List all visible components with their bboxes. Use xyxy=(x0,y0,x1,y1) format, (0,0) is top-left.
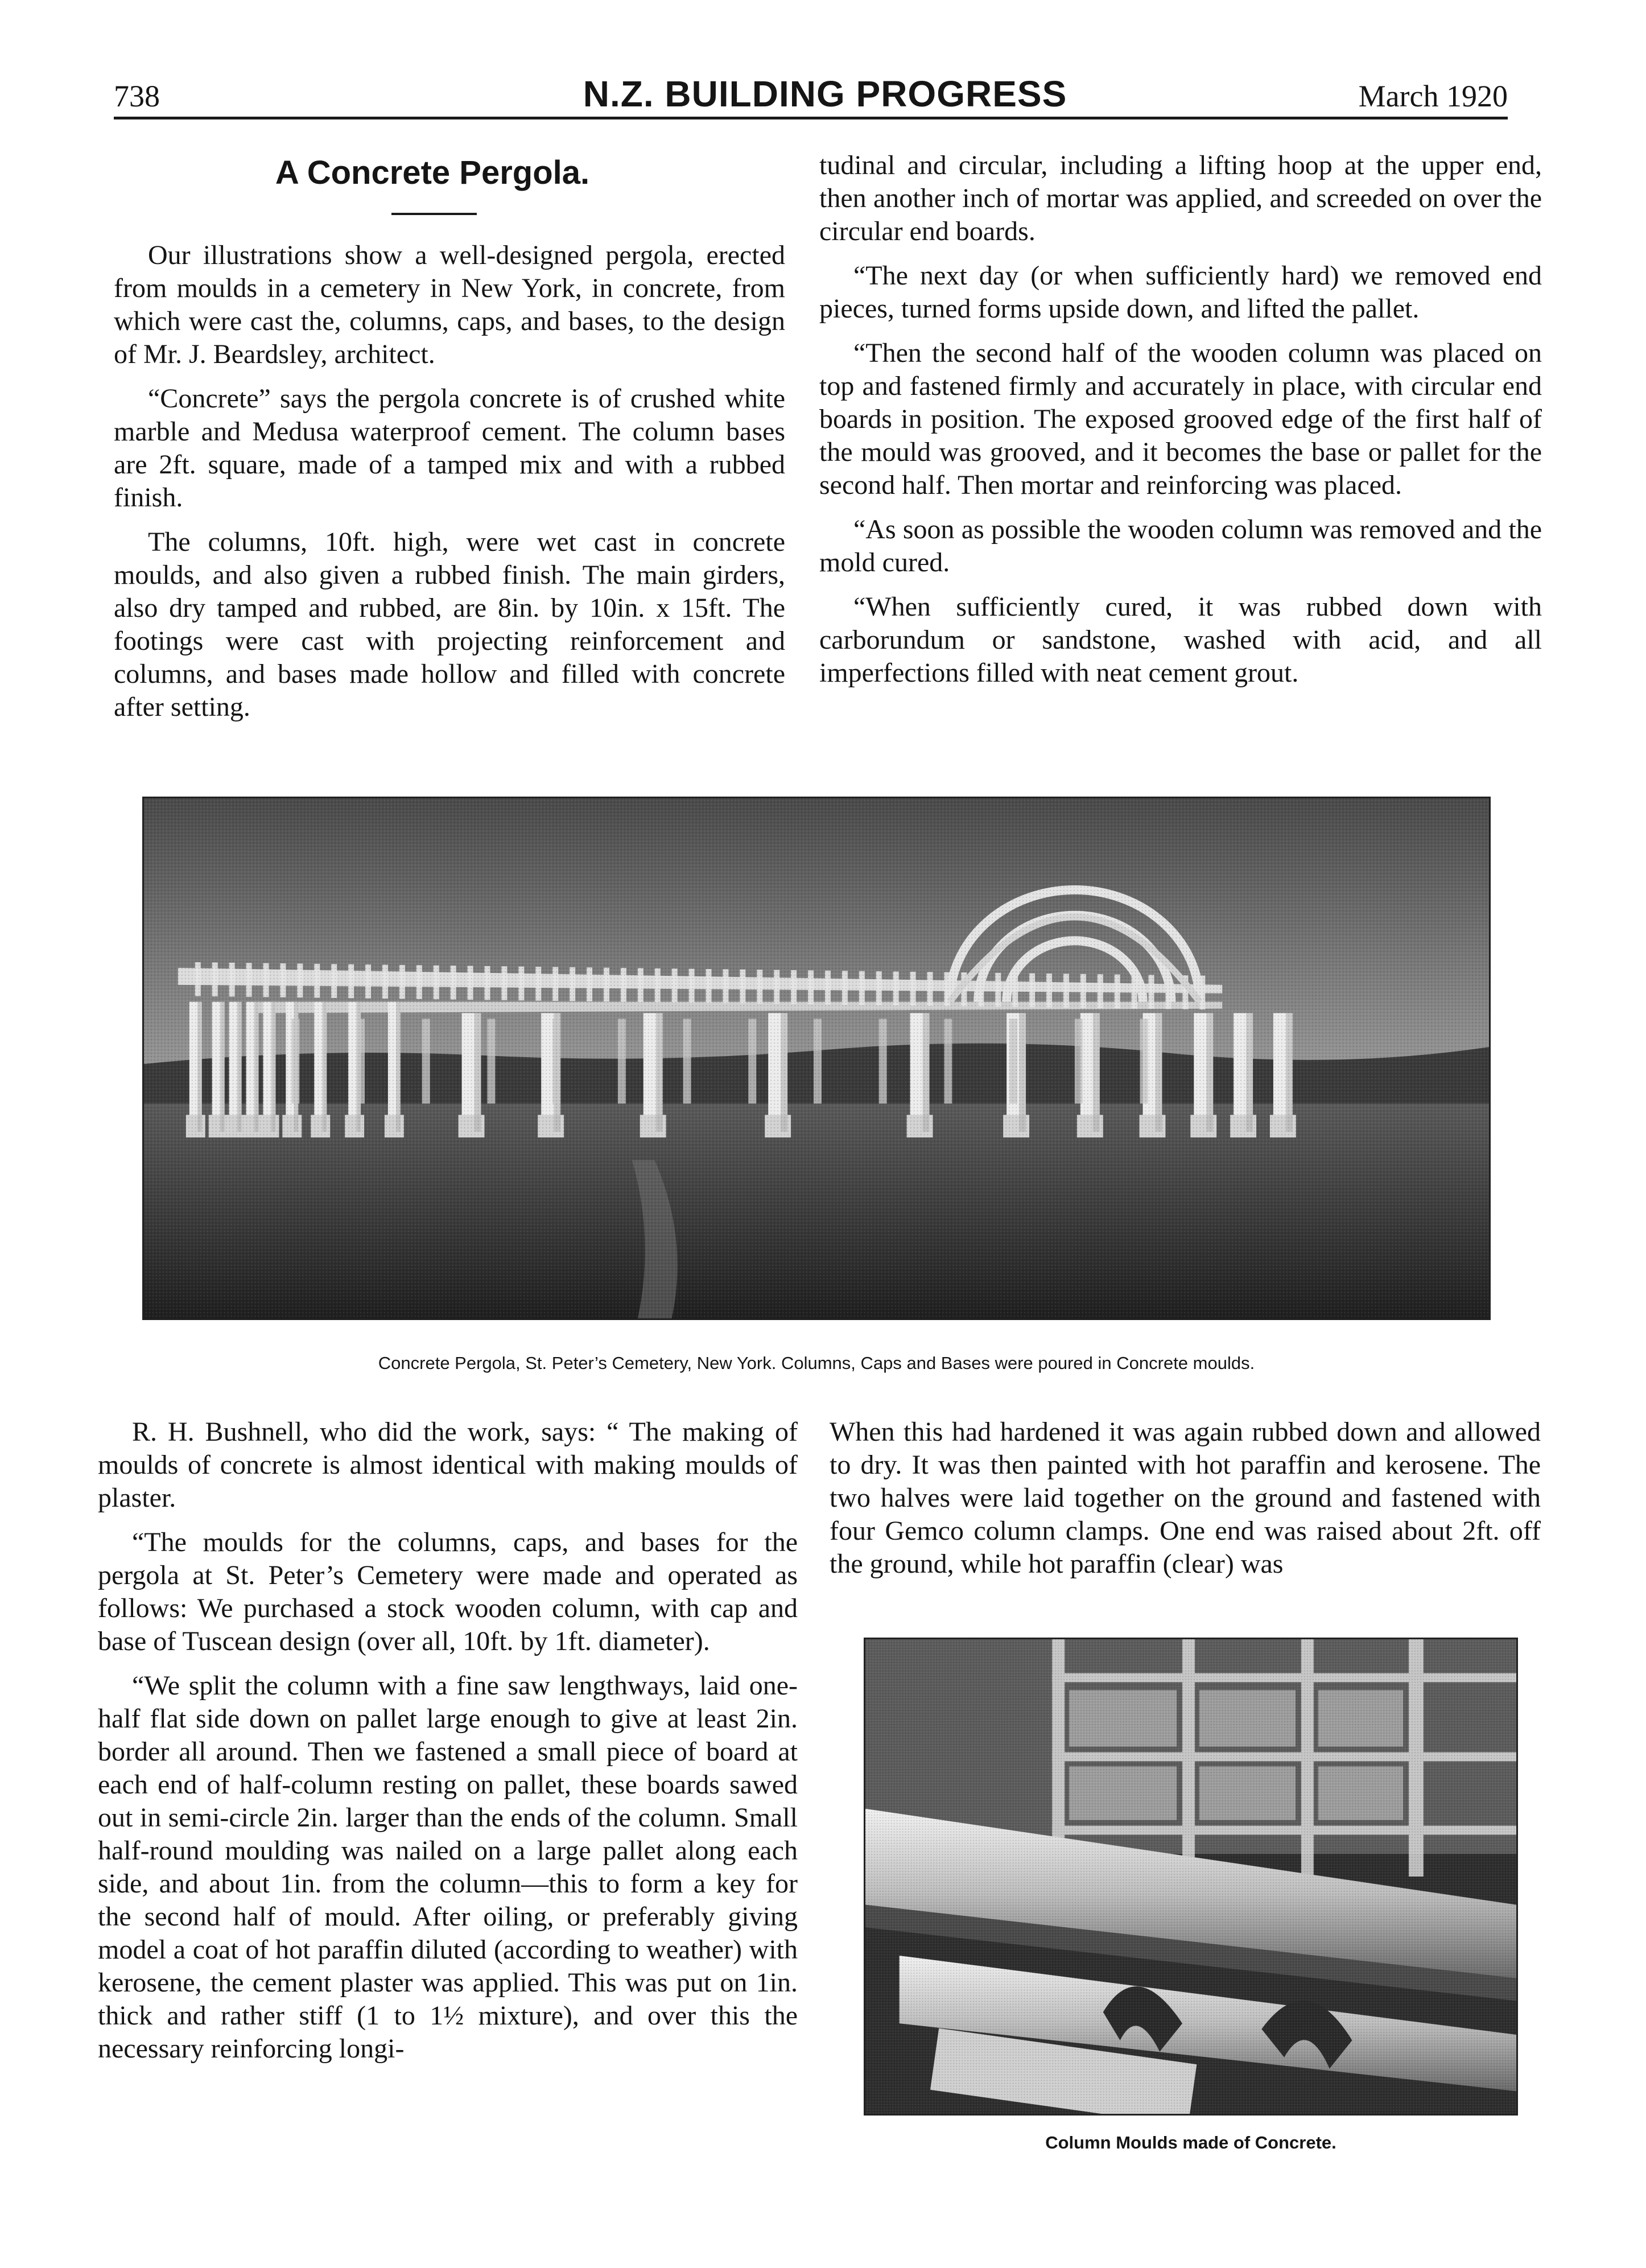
paragraph: “Then the second half of the wooden column was placed on top and fastened firmly and accurately in place, with circular end boards in position. The exposed grooved edge of the first half of the mould was grooved, and it becomes the base or pallet for the second half. Then mortar and reinforcing was placed. xyxy=(819,338,1542,500)
bottom-right-column xyxy=(830,1416,1541,1581)
paragraph: R. H. Bushnell, who did the work, says: “ The making of moulds of concrete is almost identical with making moulds of plaster. xyxy=(98,1417,798,1513)
article-title: A Concrete Pergola. xyxy=(275,154,590,191)
paragraph: “The moulds for the columns, caps, and bases for the pergola at St. Peter’s Cemetery were made and operated as follows: We purchased a stock wooden column, with cap and base of Tuscean design (over all, 10ft. by 1ft. diameter). xyxy=(98,1527,798,1656)
paragraph: tudinal and circular, including a lifting hoop at the upper end, then another inch of mortar was applied, and screeded on over the circular end boards. xyxy=(819,150,1542,246)
top-right-column xyxy=(819,149,1542,690)
pergola-illustration xyxy=(144,798,1489,1318)
moulds-caption: Column Moulds made of Concrete. xyxy=(1045,2133,1336,2152)
moulds-illustration xyxy=(865,1639,1516,2114)
paragraph: “Concrete” says the pergola concrete is of crushed white marble and Medusa waterproof cement. The column bases are 2ft. square, made of a tamped mix and with a rubbed finish. xyxy=(114,384,785,513)
paragraph: “We split the column with a fine saw lengthways, laid one-half flat side down on pallet large enough to give at least 2in. border all around. Then we fastened a small piece of board at each end of half-column resting on pallet, these boards sawed out in semi-circle 2in. larger than the ends of the column. Small half-round moulding was nailed on a large pallet along each side, and about 1in. from the column—this to form a key for the second half of mould. After oiling, or preferably giving model a coat of hot paraffin diluted (according to weather) with kerosene, the cement plaster was applied. This was put on 1in. thick and rather stiff (1 to 1½ mixture), and over this the necessary reinforcing longi- xyxy=(98,1671,798,2064)
bottom-left-column xyxy=(98,1416,798,2065)
paragraph: “As soon as possible the wooden column was removed and the mold cured. xyxy=(819,514,1542,578)
pergola-caption: Concrete Pergola, St. Peter’s Cemetery, New York. Columns, Caps and Bases were poured in Concrete moulds. xyxy=(378,1353,1255,1373)
title-rule xyxy=(391,213,477,215)
paragraph: When this had hardened it was again rubbed down and allowed to dry. It was then painted with hot paraffin and kerosene. The two halves were laid together on the ground and fastened with four Gemco column clamps. One end was raised about 2ft. off the ground, while hot paraffin (clear) was xyxy=(830,1417,1541,1579)
top-left-column xyxy=(114,239,785,724)
paragraph: “The next day (or when sufficiently hard) we removed end pieces, turned forms upside down, and lifted the pallet. xyxy=(819,261,1542,324)
issue-date: March 1920 xyxy=(1358,79,1508,113)
page-number: 738 xyxy=(114,79,160,113)
paragraph: Our illustrations show a well-designed pergola, erected from moulds in a cemetery in New York, in concrete, from which were cast the, columns, caps, and bases, to the design of Mr. J. Beardsley, architect. xyxy=(114,240,785,369)
paragraph: The columns, 10ft. high, were wet cast in concrete moulds, and also given a rubbed finish. The main girders, also dry tamped and rubbed, are 8in. by 10in. x 15ft. The footings were cast with projecting reinforcement and columns, and bases made hollow and filled with concrete after setting. xyxy=(114,527,785,722)
header-rule xyxy=(114,117,1508,119)
journal-title: N.Z. BUILDING PROGRESS xyxy=(583,73,1067,114)
paragraph: “When sufficiently cured, it was rubbed down with carborundum or sandstone, washed with acid, and all imperfections filled with neat cement grout. xyxy=(819,592,1542,688)
pergola-photo xyxy=(142,797,1491,1320)
column-moulds-photo xyxy=(864,1638,1518,2116)
